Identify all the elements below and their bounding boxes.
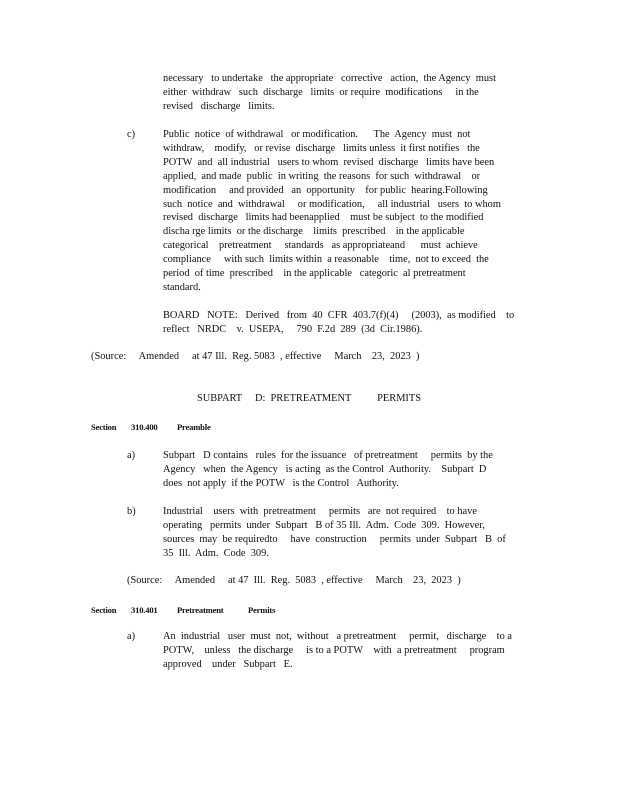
- subpart-title: SUBPART D: PRETREATMENT PERMITS: [196, 393, 422, 404]
- item-a-label: a): [127, 631, 136, 642]
- text-line: Public notice of withdrawal or modification. The Agency must not: [163, 129, 471, 140]
- text-line: period of time prescribed in the applicable categoric al pretreatment: [163, 268, 466, 280]
- text-line: Agency when the Agency is acting as the Control Authority. Subpart D: [163, 463, 487, 475]
- text-line: discha rge limits or the discharge limits prescribed in the applicable: [163, 226, 465, 238]
- text-line: categorical pretreatment standards as appropriateand must achieve: [163, 240, 478, 252]
- text-line: does not apply if the POTW is the Control Authority.: [163, 477, 399, 489]
- text-line: standard.: [163, 281, 201, 293]
- item-b-label: b): [127, 506, 136, 517]
- text-line: POTW and all industrial users to whom revised discharge limits have been: [163, 156, 495, 168]
- section-number: 310.400: [131, 422, 158, 432]
- section-word: Section: [91, 605, 117, 615]
- section-word: Section: [91, 422, 117, 432]
- text-line: Industrial users with pretreatment permits are not required to have: [163, 506, 477, 517]
- section-number: 310.401: [131, 605, 158, 615]
- text-line: sources may be requiredto have construction permits under Subpart B of: [163, 533, 506, 545]
- text-line: Subpart D contains rules for the issuance of pretreatment permits by the: [163, 450, 493, 461]
- item-a-label: a): [127, 450, 136, 461]
- text-line: such notice and withdrawal or modification, all industrial users to whom: [163, 198, 501, 210]
- text-line: reflect NRDC v. USEPA, 790 F.2d 289 (3d Cir.1986).: [163, 323, 423, 335]
- item-c-label: c): [127, 129, 136, 140]
- text-line: approved under Subpart E.: [163, 658, 293, 670]
- text-line: compliance with such limits within a reasonable time, not to exceed the: [163, 254, 489, 266]
- text-line: modification and provided an opportunity for public hearing.Following: [163, 184, 488, 196]
- source-note: (Source: Amended at 47 Ill. Reg. 5083 , effective March 23, 2023 ): [91, 351, 420, 362]
- text-line: revised discharge limits had beenapplied must be subject to the modified: [163, 212, 484, 224]
- item-b-paragraph: [163, 505, 525, 561]
- continuation-paragraph: [163, 72, 519, 114]
- board-note: [163, 309, 525, 337]
- section-title: Preamble: [177, 422, 211, 432]
- text-line: applied, and made public in writing the reasons for such withdrawal or: [163, 170, 481, 182]
- text-line: operating permits under Subpart B of 35 Ill. Adm. Code 309. However,: [163, 519, 485, 531]
- item-a-paragraph: [163, 630, 525, 672]
- text-line: necessary to undertake the appropriate corrective action, the Agency must: [163, 73, 496, 84]
- section-title: Permits: [248, 605, 276, 615]
- text-line: BOARD NOTE: Derived from 40 CFR 403.7(f)(4) (2003), as modified to: [163, 310, 515, 321]
- text-line: either withdraw such discharge limits or require modifications in the: [163, 86, 479, 98]
- text-line: POTW, unless the discharge is to a POTW with a pretreatment program: [163, 644, 505, 656]
- item-c-paragraph: [163, 128, 525, 295]
- text-line: An industrial user must not, without a pretreatment permit, discharge to a: [163, 631, 512, 642]
- section-title: Pretreatment: [177, 605, 224, 615]
- text-line: revised discharge limits.: [163, 100, 275, 112]
- text-line: 35 Ill. Adm. Code 309.: [163, 547, 269, 559]
- item-a-paragraph: [163, 449, 525, 491]
- text-line: withdraw, modify, or revise discharge limits unless it first notifies the: [163, 142, 480, 154]
- source-note: (Source: Amended at 47 Ill. Reg. 5083 , effective March 23, 2023 ): [127, 575, 461, 586]
